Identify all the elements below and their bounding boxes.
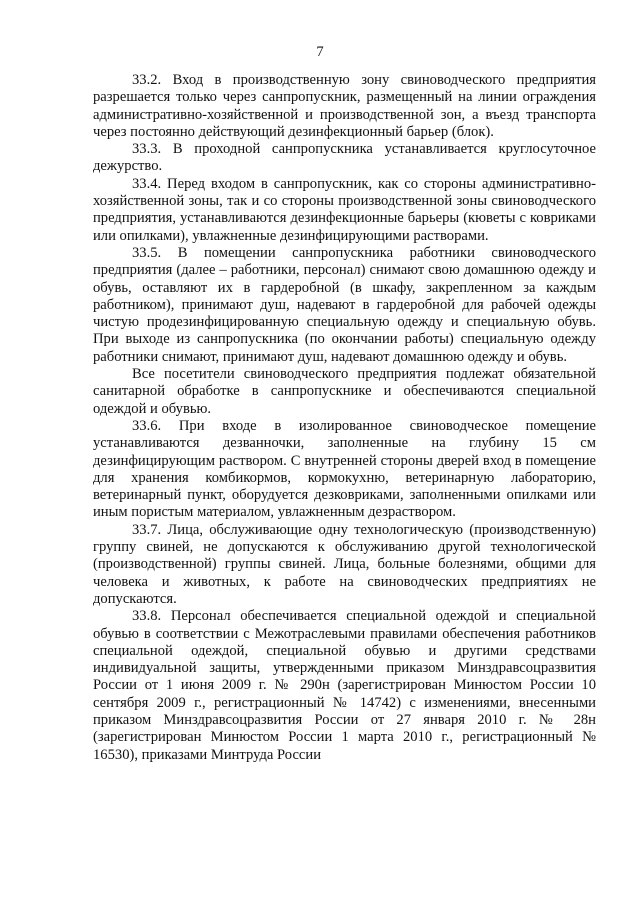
- paragraph-33-2: 33.2. Вход в производственную зону свиноводческого предприятия разрешается только через санпропускник, размещенный на линии ограждения административно-хозяйственной и производственной зон, а въезд транспорта через постоянно действующий дезинфекционный барьер (блок).: [93, 72, 596, 140]
- paragraph-33-6: 33.6. При входе в изолированное свиноводческое помещение устанавливаются дезванночки, заполненные на глубину 15 см дезинфицирующим раствором. С внутренней стороны дверей вход в помещение для хранения комбикормов, кормокухню, ветеринарную лабораторию, ветеринарный пункт, оборудуется дезковриками, заполненными опилками или иным пористым материалом, увлажненным дезраствором.: [93, 417, 596, 521]
- paragraph-33-3: 33.3. В проходной санпропускника устанавливается круглосуточное дежурство.: [93, 141, 596, 175]
- paragraph-33-5: 33.5. В помещении санпропускника работники свиноводческого предприятия (далее – работники, персонал) снимают свою домашнюю одежду и обувь, оставляют их в гардеробной (в шкафу, закрепленном за каждым работником), принимают душ, надевают в гардеробной для рабочей одежды чистую продезинфицированную специальную одежду и специальную обувь. При выходе из санпропускника (по окончании работы) специальную одежду работники снимают, принимают душ, надевают домашнюю одежду и обувь.: [93, 244, 596, 365]
- paragraph-33-8: 33.8. Персонал обеспечивается специальной одеждой и специальной обувью в соответствии с Межотраслевыми правилами обеспечения работников специальной одеждой, специальной обувью и другими средствами индивидуальной защиты, утвержденными приказом Минздравсоцразвития России от 1 июня 2009 г. № 290н (зарегистрирован Минюстом России 10 сентября 2009 г., регистрационный № 14742) с изменениями, внесенными приказом Минздравсоцразвития России от 27 января 2010 г. № 28н (зарегистрирован Минюстом России 1 марта 2010 г., регистрационный № 16530), приказами Минтруда России: [93, 608, 596, 763]
- paragraph-visitors: Все посетители свиноводческого предприятия подлежат обязательной санитарной обработке в санпропускнике и обеспечиваются специальной одеждой и обувью.: [93, 366, 596, 417]
- document-body: [93, 72, 596, 764]
- paragraph-33-4: 33.4. Перед входом в санпропускник, как со стороны административно-хозяйственной зоны, так и со стороны производственной зоны свиноводческого предприятия, устанавливаются дезинфекционные барьеры (кюветы с ковриками или опилками), увлажненные дезинфицирующими растворами.: [93, 175, 596, 244]
- paragraph-33-7: 33.7. Лица, обслуживающие одну технологическую (производственную) группу свиней, не допускаются к обслуживанию другой технологической (производственной) группы свиней. Лица, больные болезнями, общими для человека и животных, к работе на свиноводческих предприятиях не допускаются.: [93, 521, 596, 607]
- page-number: 7: [316, 44, 324, 60]
